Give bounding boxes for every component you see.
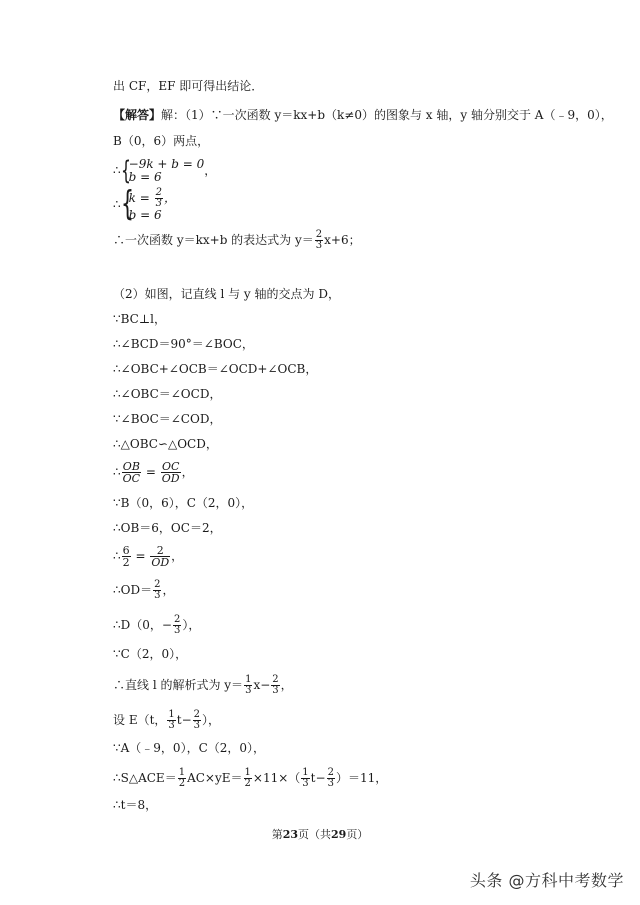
text-line: ∴ $\frac{OB}{OC}$ = $\frac{OC}{OD}$ ， [113, 460, 194, 485]
text-line: 出 CF，EF 即可得出结论． [113, 79, 264, 93]
text-line: ∴S△ACE＝ $\frac{1}{2}$ AC×yE＝ $\frac{1}{2}$ ×11×（ $\frac{1}{3}$ t− $\frac{2}{3}$ ）＝11， [113, 767, 388, 789]
text-line: ∵C（2，0）， [113, 647, 188, 661]
answer-tag: 【解答】 [113, 108, 162, 122]
text-line: ∴OD＝ $\frac{2}{3}$ ， [113, 579, 175, 601]
text-line [113, 107, 613, 123]
watermark: 头条 @方科中考数学 [469, 871, 624, 890]
equation-system-1: ∴ { −9k + b = 0 b = 6 ， [113, 156, 217, 186]
answer-text: 解：（1）∵一次函数 y＝kx+b（k≠0）的图象与 x 轴，y 轴分别交于 A（﹣9，0）， [161, 108, 613, 122]
text-line: ∴∠BCD＝90°＝∠BOC， [113, 337, 254, 351]
text-line: ∴D（0，− $\frac{2}{3}$ ）， [113, 614, 201, 636]
text-line: ∴一次函数 y＝kx+b 的表达式为 y＝ $\frac{2}{3}$ x+6； [113, 229, 361, 251]
equation-system-2: ∴ { k = $\frac{2}{3}$ ， b = 6 [113, 184, 176, 224]
page-footer: 第23页（共29页） [271, 828, 369, 841]
text-line: ∵A（﹣9，0），C（2，0）， [113, 741, 266, 755]
text-line: ∵B（0，6），C（2，0）， [113, 496, 254, 510]
system-row: k = $\frac{2}{3}$ ， [128, 187, 176, 209]
text-line: ∴ $\frac{6}{2}$ = $\frac{2}{OD}$ ， [113, 544, 184, 569]
system-row: b = 6 [128, 170, 162, 184]
text-line: ∴直线 l 的解析式为 y＝ $\frac{1}{3}$ x− $\frac{2}{3}$ ， [113, 674, 293, 696]
text-line: 设 E（t， $\frac{1}{3}$ t− $\frac{2}{3}$ ）， [113, 709, 221, 731]
text-line: ∴t＝8， [113, 798, 158, 812]
text-line: B（0，6）两点， [113, 134, 210, 148]
text-line: ∵BC⊥l， [113, 312, 166, 326]
text-line: ∴∠OBC＝∠OCD， [113, 387, 222, 401]
system-row: −9k + b = 0 [128, 157, 205, 171]
text-line: （2）如图，记直线 l 与 y 轴的交点为 D， [113, 287, 340, 301]
system-row: b = 6 [128, 208, 162, 222]
text-line: ∴∠OBC+∠OCB＝∠OCD+∠OCB， [113, 362, 318, 376]
text-line: ∴OB＝6，OC＝2， [113, 521, 222, 535]
text-line: ∵∠BOC＝∠COD， [113, 412, 222, 426]
text-line: ∴△OBC∽△OCD， [113, 437, 218, 451]
